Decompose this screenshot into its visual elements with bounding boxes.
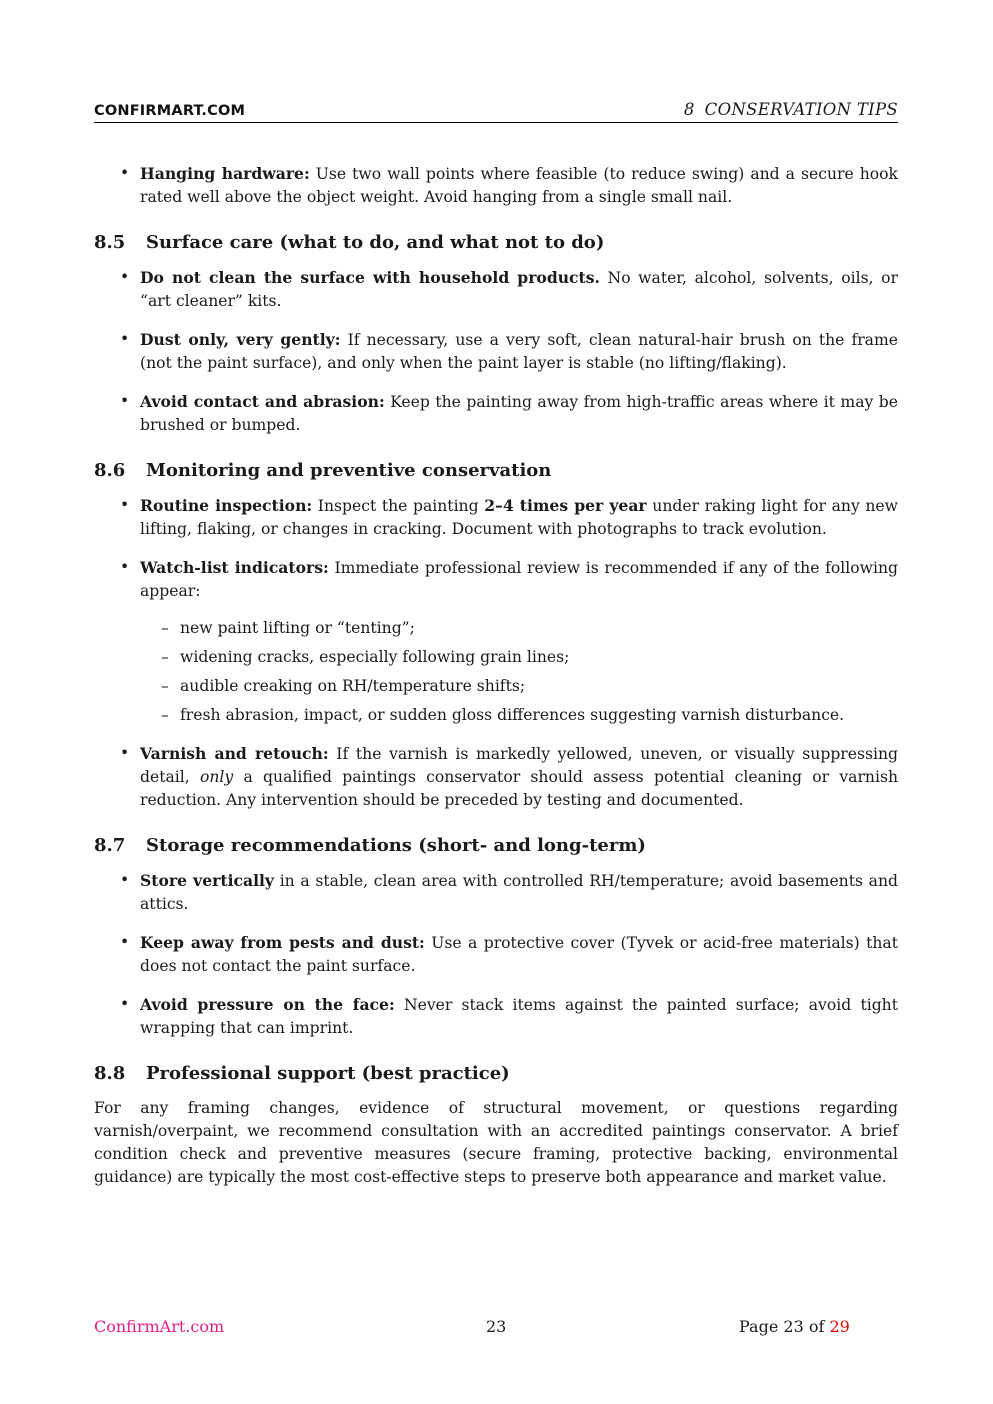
emphasis-only: only [199, 768, 234, 786]
running-section-number: 8 [683, 100, 695, 119]
item-text: Inspect the painting [312, 497, 485, 515]
item-label: Avoid contact and abrasion: [140, 392, 385, 411]
monitoring-list [94, 494, 898, 812]
surface-care-list [94, 266, 898, 437]
section-number: 8.8 [94, 1063, 126, 1084]
list-item [94, 390, 898, 437]
item-label: Do not clean the surface with household products. [140, 268, 600, 287]
sub-list-item: – widening cracks, especially following grain lines; [140, 646, 898, 669]
item-label: Watch-list indicators: [140, 558, 329, 577]
list-item [94, 993, 898, 1040]
running-section-label: CONSERVATION TIPS [704, 100, 898, 119]
item-text: If the varnish is markedly yellowed, uneven, or visually suppressing detail, [140, 745, 899, 786]
item-text: a qualified paintings conservator should assess potential cleaning or varnish reduction. Any intervention should be preceded by testing and documented. [140, 768, 898, 809]
page-count-prefix: Page 23 of [739, 1317, 830, 1336]
section-heading-8-5 [94, 231, 898, 255]
item-text: Keep the painting away from high-traffic areas where it may be brushed or bumped. [140, 393, 898, 434]
item-text: under raking light for any new lifting, flaking, or changes in cracking. Document with photographs to track evolution. [140, 497, 899, 538]
page-content [94, 162, 898, 1189]
section-heading-8-8 [94, 1062, 898, 1086]
item-text: If necessary, use a very soft, clean natural-hair brush on the frame (not the paint surface), and only when the paint layer is stable (no lifting/flaking). [140, 331, 898, 372]
section-number: 8.7 [94, 835, 126, 856]
list-item [94, 556, 898, 727]
sub-list-item: – new paint lifting or “tenting”; [140, 617, 898, 640]
list-item [94, 869, 898, 916]
item-text: Immediate professional review is recommended if any of the following appear: [140, 559, 898, 600]
running-header [94, 98, 898, 123]
item-label: Varnish and retouch: [140, 744, 329, 763]
item-label: Store vertically [140, 871, 274, 890]
site-link[interactable]: ConfirmArt.com [94, 1317, 225, 1336]
list-item [94, 494, 898, 541]
item-label: Hanging hardware: [140, 164, 310, 183]
item-text: No water, alcohol, solvents, oils, or “art cleaner” kits. [140, 269, 898, 310]
intro-list [94, 162, 898, 209]
section-title: Monitoring and preventive conservation [146, 460, 552, 481]
section-heading-8-7 [94, 834, 898, 858]
sub-list-item: – fresh abrasion, impact, or sudden gloss differences suggesting varnish disturbance. [140, 704, 898, 727]
page-count [739, 1315, 850, 1338]
section-title: Storage recommendations (short- and long-term) [146, 835, 646, 856]
watch-list-subitems [140, 617, 898, 727]
section-title: Surface care (what to do, and what not to do) [146, 232, 605, 253]
list-item [94, 266, 898, 313]
professional-support-paragraph: For any framing changes, evidence of structural movement, or questions regarding varnish/overpaint, we recommend consultation with an accredited paintings conservator. A brief condition check and preventive measures (secure framing, protective backing, environmental guidance) are typically the most cost-effective steps to preserve both appearance and market value. [94, 1099, 898, 1186]
section-heading-8-6 [94, 459, 898, 483]
confirmart-logo: CONFIRMART.COM [94, 103, 246, 119]
section-number: 8.6 [94, 460, 126, 481]
section-title: Professional support (best practice) [146, 1063, 510, 1084]
item-text: Use two wall points where feasible (to reduce swing) and a secure hook rated well above the object weight. Avoid hanging from a single small nail. [140, 165, 898, 206]
frequency-emphasis: 2–4 times per year [484, 496, 647, 515]
item-text: Use a protective cover (Tyvek or acid-free materials) that does not contact the paint surface. [140, 934, 898, 975]
item-text: Never stack items against the painted surface; avoid tight wrapping that can imprint. [140, 996, 898, 1037]
page-number: 23 [486, 1317, 507, 1336]
item-label: Routine inspection: [140, 496, 313, 515]
sub-list-item: – audible creaking on RH/temperature shifts; [140, 675, 898, 698]
total-pages-link[interactable]: 29 [829, 1317, 850, 1336]
list-item [94, 742, 898, 812]
item-label: Dust only, very gently: [140, 330, 341, 349]
item-label: Avoid pressure on the face: [140, 995, 395, 1014]
section-number: 8.5 [94, 232, 126, 253]
item-text: in a stable, clean area with controlled RH/temperature; avoid basements and attics. [140, 872, 898, 913]
list-item [94, 328, 898, 375]
list-item [94, 162, 898, 209]
running-section-title [684, 98, 898, 121]
storage-list [94, 869, 898, 1040]
item-label: Keep away from pests and dust: [140, 933, 425, 952]
list-item [94, 931, 898, 978]
